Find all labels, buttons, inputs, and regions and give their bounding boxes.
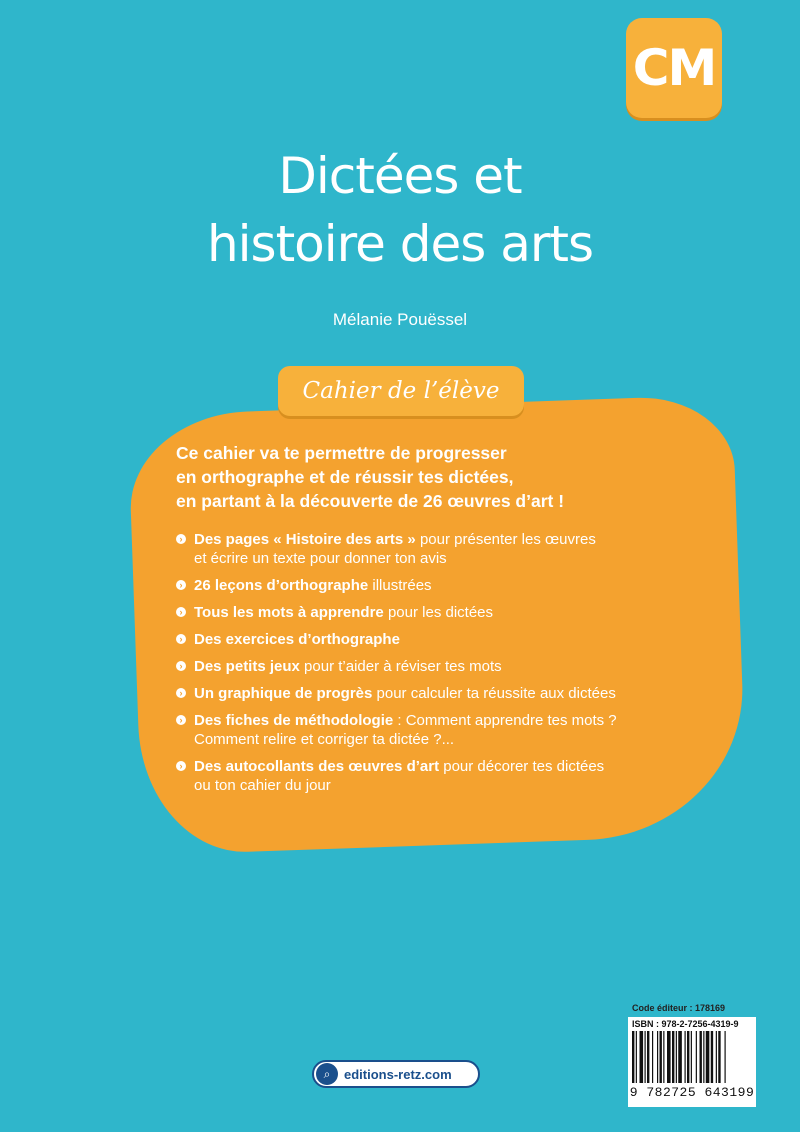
feature-item <box>176 711 736 749</box>
feature-rest: : Comment apprendre tes mots ? <box>393 712 617 729</box>
feature-item <box>176 757 736 795</box>
barcode-bars-icon <box>632 1031 752 1083</box>
isbn-text: ISBN : 978-2-7256-4319-9 <box>632 1019 739 1029</box>
feature-bold: Des petits jeux <box>194 658 300 675</box>
magnifier-icon: ⌕ <box>316 1063 338 1085</box>
book-title <box>0 142 800 278</box>
bullet-chevron-icon: › <box>176 534 186 544</box>
bullet-chevron-icon: › <box>176 688 186 698</box>
feature-bold: Des fiches de méthodologie <box>194 712 394 729</box>
bullet-chevron-icon: › <box>176 761 186 771</box>
feature-bold: Des autocollants des œuvres d’art <box>194 758 440 775</box>
feature-rest: pour les dictées <box>383 604 494 621</box>
feature-bold: Un graphique de progrès <box>194 685 373 702</box>
feature-rest: pour décorer tes dictées <box>439 758 605 775</box>
barcode <box>628 1017 756 1107</box>
bullet-chevron-icon: › <box>176 580 186 590</box>
feature-bold: Des pages « Histoire des arts » <box>194 531 416 548</box>
feature-bold: Tous les mots à apprendre <box>194 604 384 621</box>
bullet-chevron-icon: › <box>176 715 186 725</box>
feature-rest: pour calculer ta réussite aux dictées <box>372 685 616 702</box>
feature-rest: pour présenter les œuvres <box>415 531 596 548</box>
feature-rest: illustrées <box>368 577 432 594</box>
intro-text <box>176 441 696 513</box>
feature-item <box>176 603 736 622</box>
publisher-website-link[interactable] <box>312 1060 480 1088</box>
feature-bold: 26 leçons d’orthographe <box>194 577 369 594</box>
intro-line-3: en partant à la découverte de 26 œuvres d’art ! <box>176 491 565 511</box>
intro-line-1: Ce cahier va te permettre de progresser <box>176 443 507 463</box>
title-line-2: histoire des arts <box>206 215 594 273</box>
feature-rest: pour t’aider à réviser tes mots <box>299 658 502 675</box>
intro-line-2: en orthographe et de réussir tes dictées, <box>176 467 514 487</box>
bullet-chevron-icon: › <box>176 661 186 671</box>
feature-line2: et écrire un texte pour donner ton avis <box>194 550 447 567</box>
author-name: Mélanie Pouëssel <box>332 310 468 329</box>
feature-item <box>176 684 736 703</box>
feature-item <box>176 630 736 649</box>
publisher-website-text: editions-retz.com <box>344 1066 452 1082</box>
feature-line2: Comment relire et corriger ta dictée ?... <box>194 731 455 748</box>
level-badge: CM <box>626 18 722 118</box>
barcode-digits: 9 782725 643199 <box>629 1085 755 1100</box>
bullet-chevron-icon: › <box>176 634 186 644</box>
feature-bold: Des exercices d’orthographe <box>194 631 400 648</box>
feature-line2: ou ton cahier du jour <box>194 777 331 794</box>
bullet-chevron-icon: › <box>176 607 186 617</box>
title-line-1: Dictées et <box>278 147 522 205</box>
feature-item <box>176 576 736 595</box>
feature-list <box>176 530 736 803</box>
feature-item <box>176 657 736 676</box>
code-editeur: Code éditeur : 178169 <box>632 1003 726 1013</box>
cahier-label: Cahier de l’élève <box>278 366 524 416</box>
feature-item <box>176 530 736 568</box>
